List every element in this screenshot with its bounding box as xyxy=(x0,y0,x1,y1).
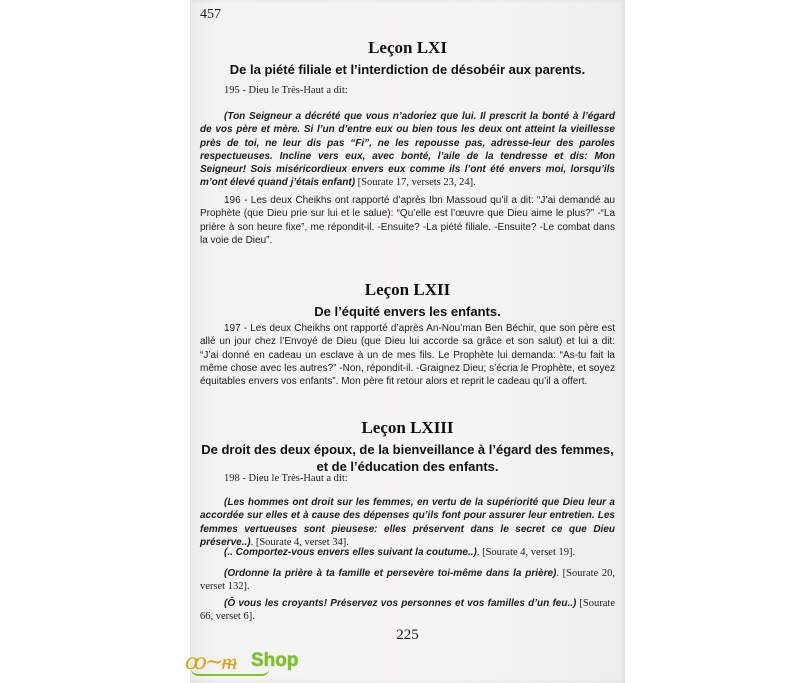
lesson-61-verse xyxy=(200,110,615,190)
lesson-63-intro: 198 - Dieu le Très-Haut a dit: xyxy=(224,473,348,484)
lesson-62-hadith-text: 197 - Les deux Cheikhs ont rapporté d’après An-Nou’man Ben Béchir, que son père est allé un jour chez l’Envoyé de Dieu (que Dieu lui accorde sa grâce et son salut) et lui a dit: “J’ai donné en cadeau un esclave à un de mes fils. Le Prophète lui demanda: “As-tu fait la même chose avec les autres?” -Non, répondit-il. -Graignez Dieu; s’écria le Prophète, et soyez équitables envers vos enfants”. Mon père fit retour alors et reprit le cadeau qu’il a offert. xyxy=(200,323,615,388)
verse-1-quote: (Les hommes ont droit sur les femmes, en vertu de la supériorité que Dieu leur a accordée sur elles et à cause des dépenses qu’ils font pour assurer leur entretien. Les femmes vertueuses sont pieusese: elles préservent dans le secret ce que Dieu préserve..) xyxy=(200,497,615,548)
lesson-61-intro: 195 - Dieu le Très-Haut a dit: xyxy=(224,85,348,96)
verse-3-ref: . [Sourate 20, verset 132]. xyxy=(200,568,615,593)
shop-logo xyxy=(185,641,315,681)
lesson-63-verse-4 xyxy=(200,597,615,624)
lesson-62-header xyxy=(200,280,615,320)
page-number-bottom: 225 xyxy=(396,627,419,643)
verse-1-ref: . [Sourate 4, verset 34]. xyxy=(250,536,349,548)
verse-4-ref: [Sourate 66, verset 6]. xyxy=(200,598,615,623)
lesson-62-title: Leçon LXII xyxy=(364,280,451,299)
lesson-63-verse-1 xyxy=(200,496,615,549)
lesson-62-hadith xyxy=(200,322,615,388)
logo-shop-text: Shop xyxy=(251,650,299,671)
page-number-top: 457 xyxy=(200,7,221,22)
lesson-61-quote: (Ton Seigneur a décrété que vous n’adoriez que lui. Il prescrit la bonté à l’égard de vos père et mère. Si l’un d’entre eux ou bien tous les deux ont atteint la vieillesse près de toi, ne leur dis pas “Fi”, ne les repousse pas, adresse-leur des paroles respectueuses. Incline vers eux, avec bonté, l’aile de la tendresse et dis: Mon Seigneur! Sois miséricordieux envers eux comme ils l’ont été envers moi, lorsqu’ils m’ont élevé quand j’étais enfant) xyxy=(200,111,615,189)
lesson-61-hadith xyxy=(200,194,615,247)
lesson-61-hadith-text: 196 - Les deux Cheikhs ont rapporté d’après Ibn Massoud qu’il a dit: “J’ai demandé au Prophète (que Dieu prie sur lui et le salue): “Qu’elle est l’œuvre que Dieu aime le plus?” -“La prière à son heure fixe”, me répondit-il. -Ensuite? -La piété filiale. -Ensuite? -Le combat dans la voie de Dieu”. xyxy=(200,195,615,246)
lesson-61-header xyxy=(200,38,615,78)
logo-swirl xyxy=(191,669,269,676)
verse-3-quote: (Ordonne la prière à ta famille et persevère toi-même dans la prière) xyxy=(224,568,557,579)
verse-2-quote: (.. Comportez-vous envers elles suivant la coutume..) xyxy=(224,547,477,558)
lesson-63-header xyxy=(200,418,615,475)
lesson-63-verse-3 xyxy=(200,567,615,594)
lesson-61-quote-ref: [Sourate 17, versets 23, 24]. xyxy=(355,177,476,189)
lesson-62-subtitle: De l’équité envers les enfants. xyxy=(314,304,501,319)
lesson-61-title: Leçon LXI xyxy=(368,38,447,57)
lesson-61-subtitle: De la piété filiale et l’interdiction de désobéir aux parents. xyxy=(229,62,586,77)
lesson-63-verse-2 xyxy=(200,546,615,559)
lesson-63-subtitle: De droit des deux époux, de la bienveillance à l’égard des femmes, et de l’éducation des enfants. xyxy=(201,442,614,474)
book-page xyxy=(190,0,625,683)
verse-4-quote: (Ô vous les croyants! Préservez vos personnes et vos familles d’un feu..) xyxy=(224,598,577,609)
lesson-63-title: Leçon LXIII xyxy=(361,418,454,437)
verse-2-ref: . [Sourate 4, verset 19]. xyxy=(476,547,576,558)
logo-script-mark: ꝏ~ᵯ xyxy=(185,650,236,675)
